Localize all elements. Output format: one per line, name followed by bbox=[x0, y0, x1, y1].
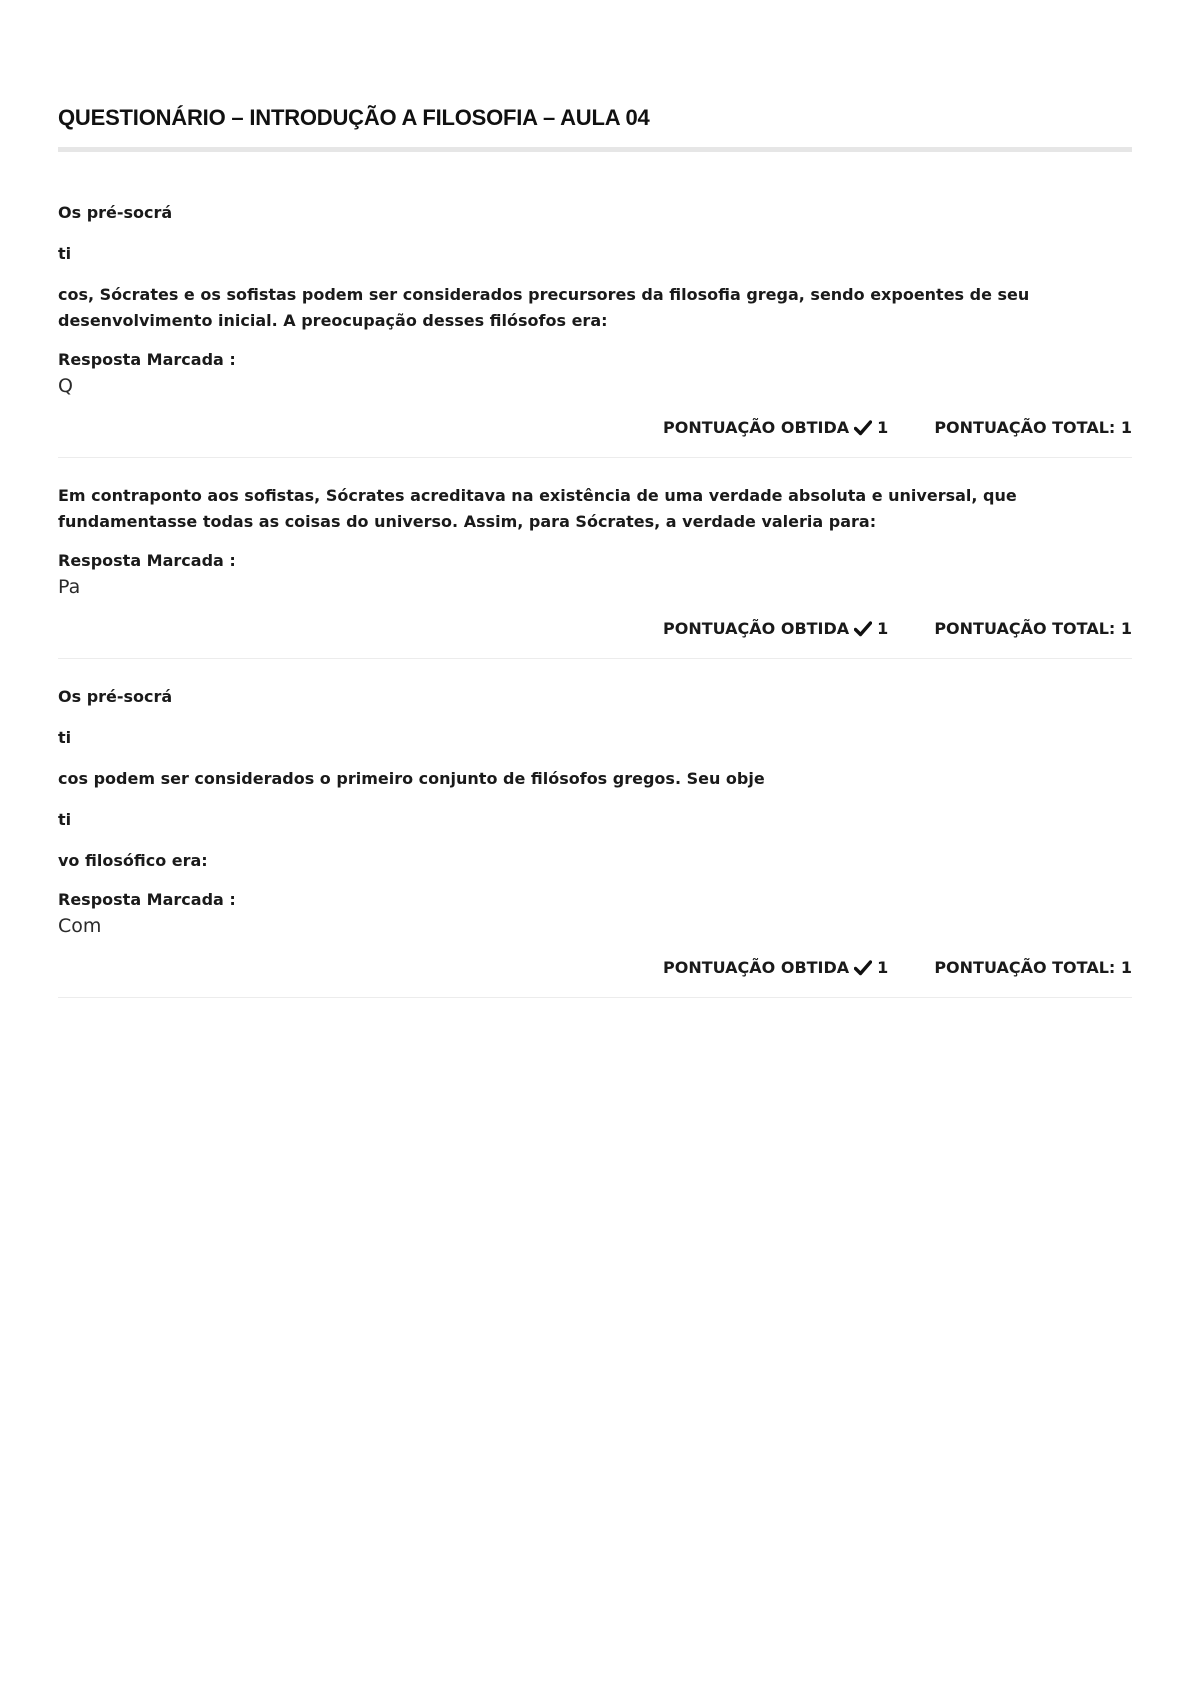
score-total: PONTUAÇÃO TOTAL: 1 bbox=[934, 619, 1132, 638]
question-block bbox=[58, 200, 1132, 458]
check-icon bbox=[854, 621, 872, 637]
question-text: cos podem ser considerados o primeiro conjunto de filósofos gregos. Seu obje bbox=[58, 769, 765, 788]
score-obtained-value: 1 bbox=[877, 958, 889, 977]
score-obtained-label: PONTUAÇÃO OBTIDA bbox=[663, 958, 850, 977]
answer-label: Resposta Marcada : bbox=[58, 551, 236, 570]
score-obtained bbox=[663, 618, 888, 640]
question-text: Os pré-socrá bbox=[58, 203, 173, 222]
score-obtained-value: 1 bbox=[877, 619, 889, 638]
check-icon bbox=[854, 960, 872, 976]
question-block bbox=[58, 483, 1132, 659]
answer-value: Pa bbox=[58, 576, 81, 598]
question-text: Os pré-socrá bbox=[58, 687, 173, 706]
question-text: vo filosófico era: bbox=[58, 851, 208, 870]
score-total: PONTUAÇÃO TOTAL: 1 bbox=[934, 958, 1132, 977]
answer-label: Resposta Marcada : bbox=[58, 890, 236, 909]
score-row bbox=[58, 618, 1132, 640]
question-text: cos, Sócrates e os sofistas podem ser considerados precursores da filosofia grega, sendo expoentes de seu desenvolvimento inicial. A preocupação desses filósofos era: bbox=[58, 285, 1030, 330]
score-obtained-value: 1 bbox=[877, 418, 889, 437]
score-row bbox=[58, 417, 1132, 439]
page-title: QUESTIONÁRIO – INTRODUÇÃO A FILOSOFIA – AULA 04 bbox=[58, 105, 650, 130]
score-row bbox=[58, 957, 1132, 979]
answer-label: Resposta Marcada : bbox=[58, 350, 236, 369]
check-icon bbox=[854, 420, 872, 436]
score-obtained bbox=[663, 417, 888, 439]
question-text: ti bbox=[58, 810, 72, 829]
question-list bbox=[58, 200, 1132, 998]
question-text: ti bbox=[58, 728, 72, 747]
answer-value: Q bbox=[58, 375, 73, 397]
score-total: PONTUAÇÃO TOTAL: 1 bbox=[934, 418, 1132, 437]
question-text: ti bbox=[58, 244, 72, 263]
title-divider bbox=[58, 147, 1132, 152]
score-obtained-label: PONTUAÇÃO OBTIDA bbox=[663, 418, 850, 437]
answer-value: Com bbox=[58, 915, 102, 937]
question-text: Em contraponto aos sofistas, Sócrates acreditava na existência de uma verdade absoluta e universal, que fundamentasse todas as coisas do universo. Assim, para Sócrates, a verdade valeria para: bbox=[58, 486, 1017, 531]
question-block bbox=[58, 684, 1132, 998]
score-obtained-label: PONTUAÇÃO OBTIDA bbox=[663, 619, 850, 638]
score-obtained bbox=[663, 957, 888, 979]
